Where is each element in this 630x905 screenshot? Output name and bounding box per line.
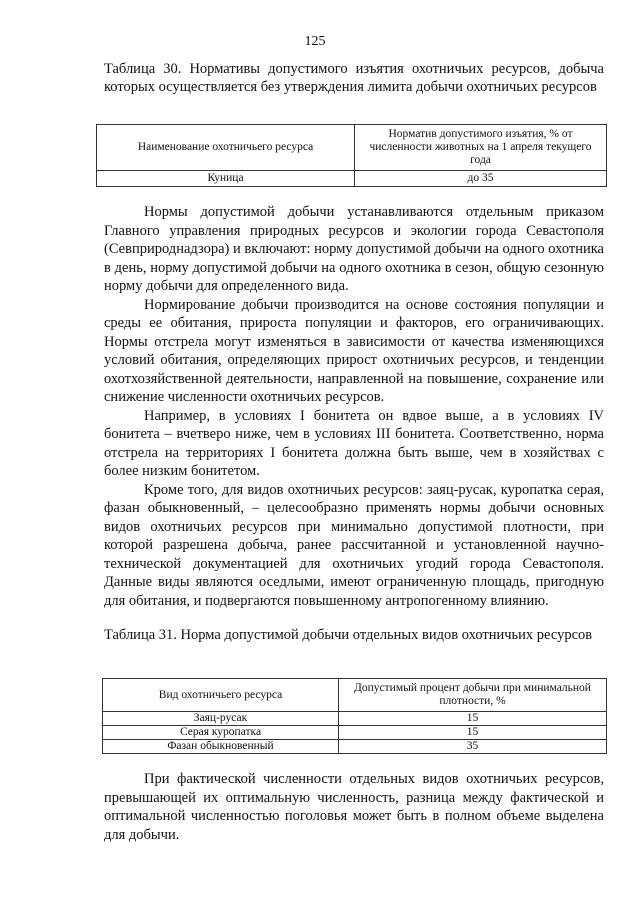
paragraph-5: При фактической численности отдельных видов охотничьих ресурсов, превышающей их оптимальную численность, разница между фактической и оптимальной численностью поголовья может быть в полном объеме выделена для добычи.	[104, 771, 604, 843]
table-30-caption: Таблица 30. Нормативы допустимого изъятия охотничьих ресурсов, добыча которых осуществляется без утверждения лимита добычи охотничьих ресурсов	[104, 61, 604, 95]
paragraph-4: Кроме того, для видов охотничьих ресурсов: заяц-русак, куропатка серая, фазан обыкновенный, – целесообразно применять нормы добычи основных видов охотничьих ресурсов при минимально допустимой плотности, при которой разрешена добыча, ранее рассчитанной и установленной научно-технической документацией для охотничьих угодий города Севастополя. Данные виды являются оседлыми, имеют ограниченную площадь, пригодную для обитания, и подвергаются повышенному антропогенному влиянию.	[104, 481, 604, 609]
table-row	[97, 171, 607, 187]
table-31-cell-percent: 35	[339, 740, 607, 754]
table-30-cell-resource: Куница	[97, 171, 355, 187]
table-row	[103, 712, 607, 726]
table-31-cell-species: Серая куропатка	[103, 726, 339, 740]
table-31-caption: Таблица 31. Норма допустимой добычи отдельных видов охотничьих ресурсов	[104, 627, 593, 643]
table-31-header-species: Вид охотничьего ресурса	[103, 679, 339, 712]
table-30-header-row	[97, 125, 607, 171]
paragraph-1: Нормы допустимой добычи устанавливаются отдельным приказом Главного управления природных ресурсов и экологии города Севастополя (Севприроднадзора) и включают: норму допустимой добычи на одного охотника в день, норму допустимой добычи на одного охотника в сезон, общую сезонную норму добычи для определенного вида.	[104, 204, 604, 294]
table-31	[102, 678, 607, 754]
table-31-header-percent: Допустимый процент добычи при минимальной плотности, %	[339, 679, 607, 712]
table-30-header-norm: Норматив допустимого изъятия, % от численности животных на 1 апреля текущего года	[355, 125, 607, 171]
table-30-cell-norm: до 35	[355, 171, 607, 187]
body-text	[104, 203, 604, 610]
table-31-header-row	[103, 679, 607, 712]
paragraph-2: Нормирование добычи производится на основе состояния популяции и среды ее обитания, прироста популяции и факторов, его ограничивающих. Нормы отстрела могут изменяться в зависимости от качества изменяющихся условий обитания, определяющих прирост охотничьих ресурсов, и тенденции охотхозяйственной деятельности, направленной на повышение, сохранение или снижение численности охотничьих ресурсов.	[104, 296, 604, 405]
table-31-cell-species: Заяц-русак	[103, 712, 339, 726]
table-31-cell-species: Фазан обыкновенный	[103, 740, 339, 754]
table-row	[103, 726, 607, 740]
table-row	[103, 740, 607, 754]
table-31-cell-percent: 15	[339, 712, 607, 726]
page-number: 125	[304, 34, 326, 49]
table-30-header-resource: Наименование охотничьего ресурса	[97, 125, 355, 171]
table-31-cell-percent: 15	[339, 726, 607, 740]
paragraph-3: Например, в условиях I бонитета он вдвое выше, а в условиях IV бонитета – вчетверо ниже, чем в условиях III бонитета. Соответственно, норма отстрела на территориях I бонитета должна быть выше, чем в хозяйствах с более низким бонитетом.	[104, 407, 604, 479]
closing-text	[104, 770, 604, 844]
table-30	[96, 124, 607, 187]
